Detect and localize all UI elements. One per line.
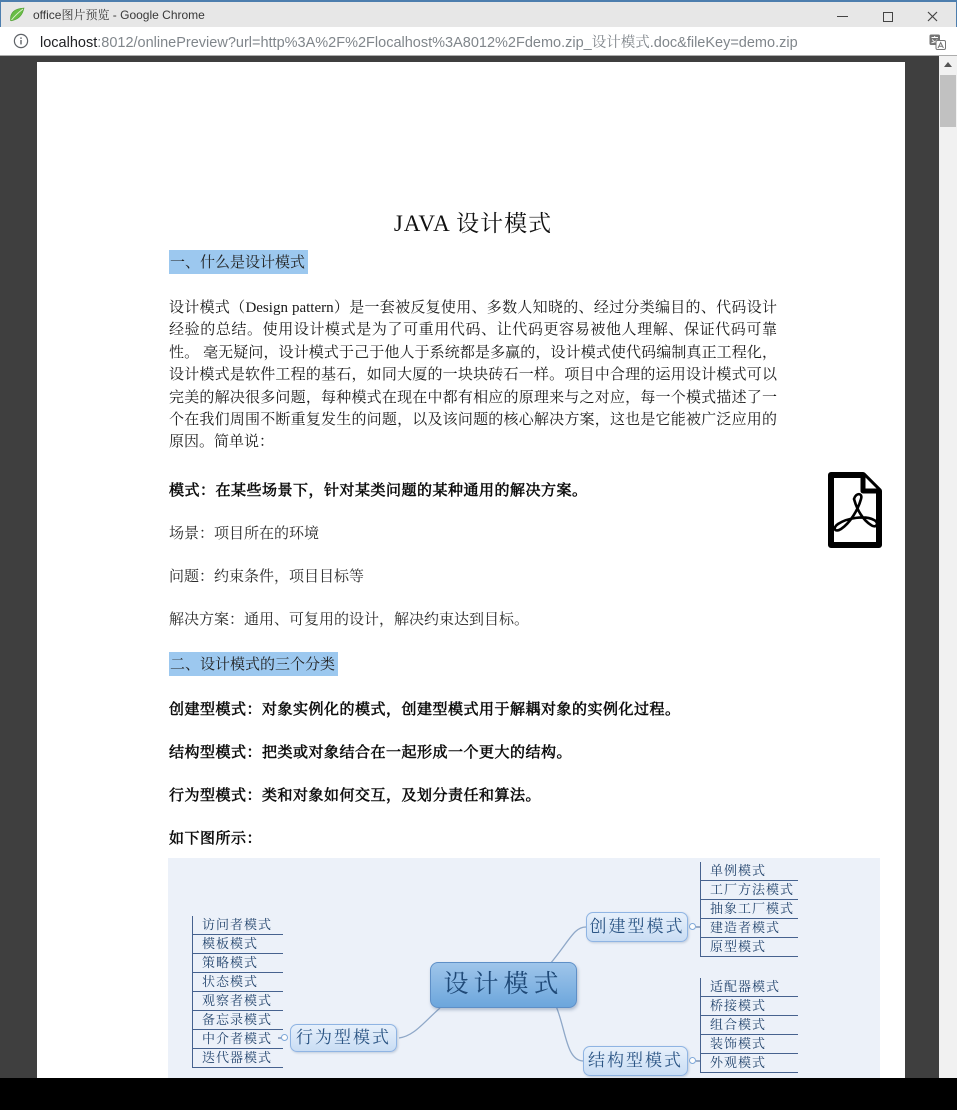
translate-icon[interactable] xyxy=(929,34,946,50)
browser-viewport xyxy=(0,56,957,1078)
pattern-definition: 模式：在某些场景下，针对某类问题的某种通用的解决方案。 xyxy=(169,481,588,499)
mindmap-leaf: 观察者模式 xyxy=(193,992,283,1011)
creational-children-list xyxy=(700,862,798,957)
mindmap-leaf: 外观模式 xyxy=(701,1054,798,1073)
document-page xyxy=(37,62,905,1078)
mindmap-leaf: 抽象工厂模式 xyxy=(701,900,798,919)
maximize-icon xyxy=(883,12,893,22)
creational-line: 创建型模式：对象实例化的模式，创建型模式用于解耦对象的实例化过程。 xyxy=(169,700,681,718)
mindmap-leaf: 备忘录模式 xyxy=(193,1011,283,1030)
intro-paragraph: 设计模式（Design pattern）是一套被反复使用、多数人知晓的、经过分类编目的、代码设计经验的总结。使用设计模式是为了可重用代码、让代码更容易被他人理解、保证代码可靠性。 毫无疑问，设计模式于己于他人于系统都是多赢的，设计模式使代码编制真正工程化，设计模式是软件工程的基石，如同大厦的一块块砖石一样。项目中合理的运用设计模式可以完美的解决很多问题，每种模式在现在中都有相应的原理来与之对应，每一个模式描述了一个在我们周围不断重复发生的问题，以及该问题的核心解决方案，这也是它能被广泛应用的原因。简单说： xyxy=(169,300,777,451)
window-controls xyxy=(820,4,955,29)
window-titlebar xyxy=(0,0,957,27)
mindmap-branch-behavioral: 行为型模式 xyxy=(290,1024,397,1052)
scrollbar-thumb[interactable] xyxy=(940,75,956,127)
screen-bottom-black-area xyxy=(0,1078,957,1110)
connector-dot xyxy=(689,1057,696,1064)
structural-children-list xyxy=(700,978,798,1073)
pdf-icon[interactable] xyxy=(822,470,888,550)
mindmap-leaf: 中介者模式 xyxy=(193,1030,283,1049)
mindmap-leaf: 桥接模式 xyxy=(701,997,798,1016)
url-host: localhost xyxy=(40,34,98,51)
mindmap-leaf: 访问者模式 xyxy=(193,916,283,935)
solution-line: 解决方案：通用、可复用的设计，解决约束达到目标。 xyxy=(169,611,530,628)
mindmap-leaf: 组合模式 xyxy=(701,1016,798,1035)
mindmap-leaf: 原型模式 xyxy=(701,938,798,957)
document-body xyxy=(37,205,905,848)
scene-line: 场景：项目所在的环境 xyxy=(169,525,320,542)
connector-dot xyxy=(689,923,696,930)
mindmap-leaf: 建造者模式 xyxy=(701,919,798,938)
section1-heading: 一、什么是设计模式 xyxy=(169,250,308,274)
figure-intro: 如下图所示： xyxy=(169,829,263,847)
info-icon[interactable] xyxy=(13,33,29,49)
url-text[interactable] xyxy=(40,31,900,52)
mindmap-leaf: 工厂方法模式 xyxy=(701,881,798,900)
mindmap-branch-structural: 结构型模式 xyxy=(583,1046,688,1076)
mindmap-leaf: 状态模式 xyxy=(193,973,283,992)
spring-leaf-icon xyxy=(9,7,25,22)
structural-line: 结构型模式：把类或对象结合在一起形成一个更大的结构。 xyxy=(169,743,573,761)
behavioral-line: 行为型模式：类和对象如何交互，及划分责任和算法。 xyxy=(169,786,542,804)
mindmap-leaf: 模板模式 xyxy=(193,935,283,954)
url-path: :8012/onlinePreview?url=http%3A%2F%2Flocalhost%3A8012%2Fdemo.zip_设计模式.doc&fileKey=demo.zip xyxy=(97,34,798,51)
scroll-up-arrow-icon[interactable] xyxy=(944,62,952,67)
section2-heading: 二、设计模式的三个分类 xyxy=(169,652,338,676)
mindmap-leaf: 迭代器模式 xyxy=(193,1049,283,1068)
mindmap-leaf: 适配器模式 xyxy=(701,978,798,997)
problem-line: 问题：约束条件，项目目标等 xyxy=(169,568,365,585)
vertical-scrollbar[interactable] xyxy=(939,56,957,1078)
window-title: office图片预览 - Google Chrome xyxy=(33,8,205,22)
mindmap-center-node: 设计模式 xyxy=(430,962,577,1008)
close-icon xyxy=(927,11,938,22)
minimize-icon xyxy=(837,16,848,17)
behavioral-children-list xyxy=(192,916,283,1068)
mindmap-leaf: 单例模式 xyxy=(701,862,798,881)
doc-title: JAVA 设计模式 xyxy=(393,211,553,236)
mindmap-branch-creational: 创建型模式 xyxy=(586,912,688,942)
mindmap-leaf: 装饰模式 xyxy=(701,1035,798,1054)
minimize-button[interactable] xyxy=(820,4,865,29)
address-bar[interactable] xyxy=(0,27,957,56)
maximize-button[interactable] xyxy=(865,4,910,29)
design-patterns-mindmap-image xyxy=(168,858,880,1078)
close-button[interactable] xyxy=(910,4,955,29)
mindmap-leaf: 策略模式 xyxy=(193,954,283,973)
